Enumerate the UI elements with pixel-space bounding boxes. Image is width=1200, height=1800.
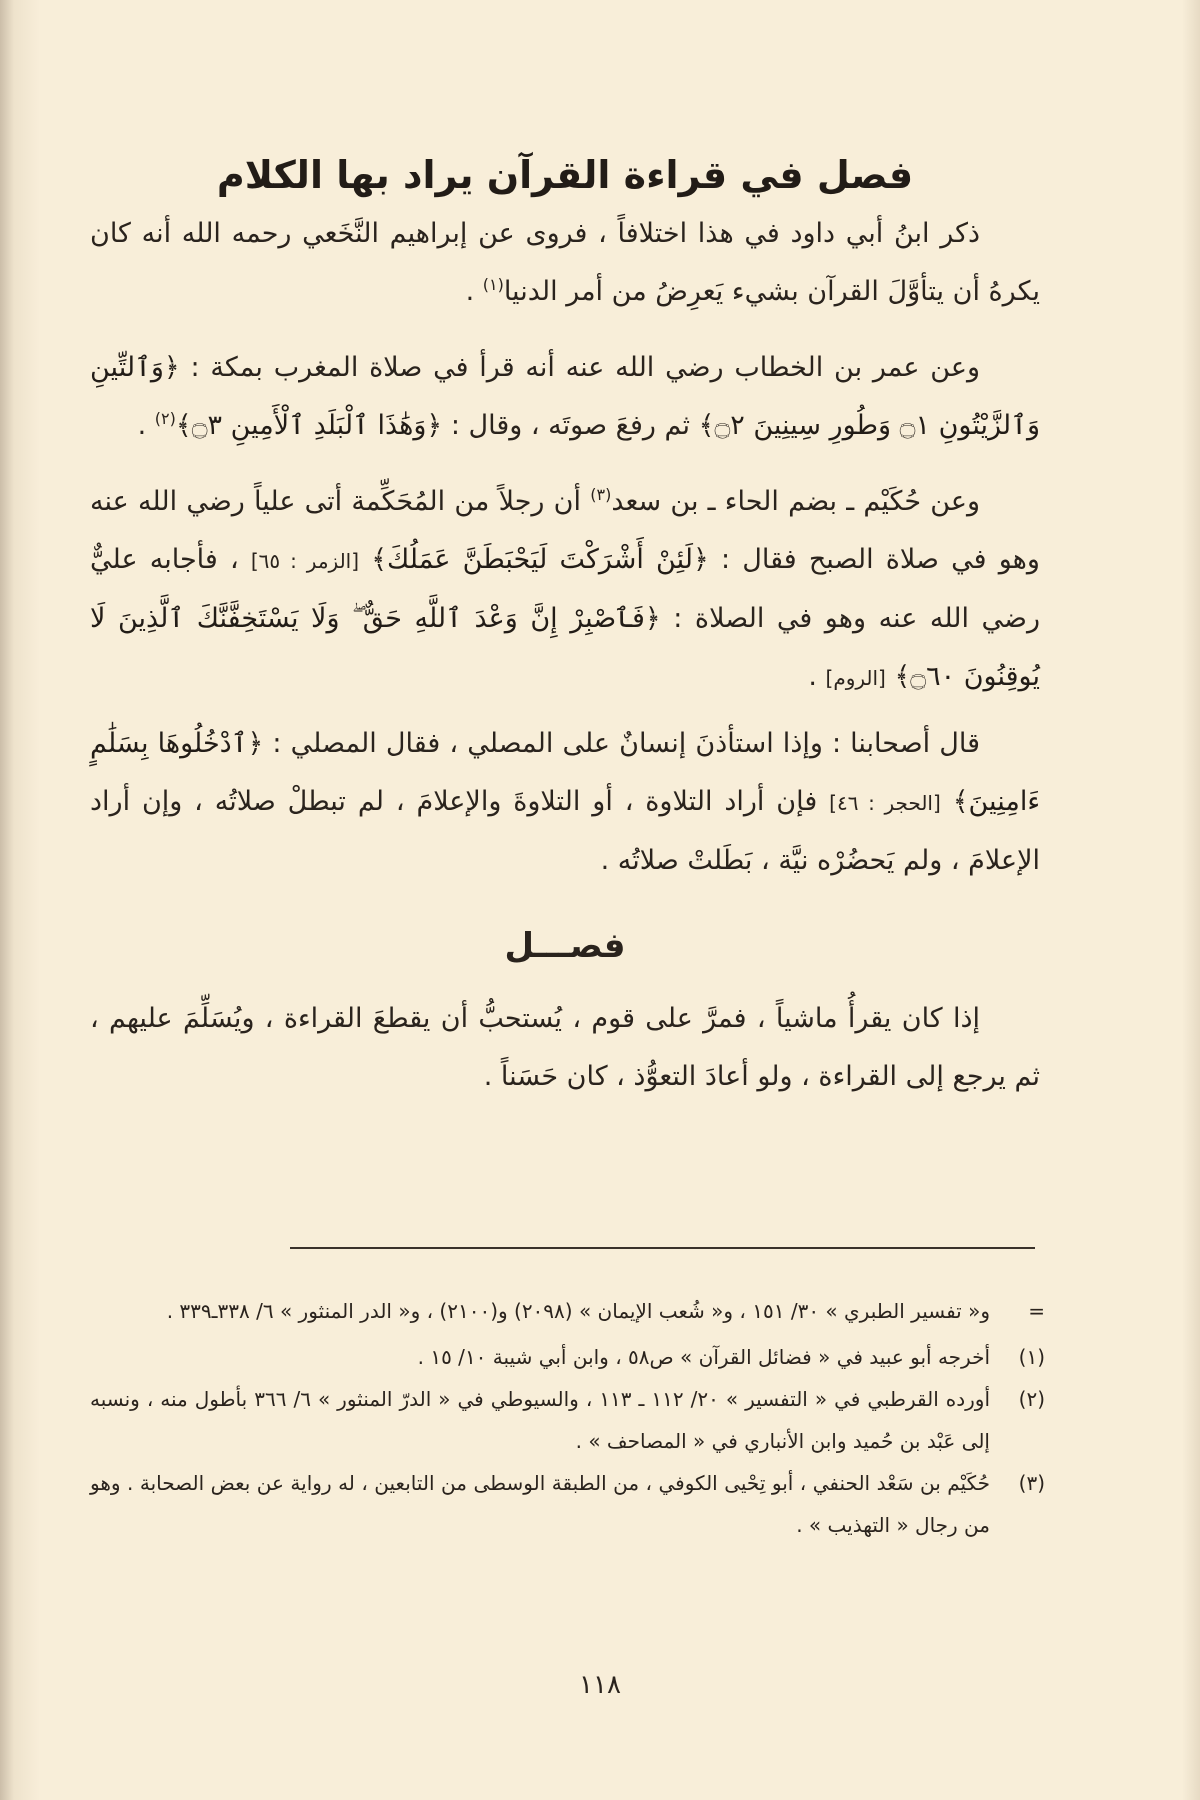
quran-verse: ﴿فَٱصْبِرْ إِنَّ وَعْدَ ٱللَّهِ حَقٌّ ۖ وَلَا يَسْتَخِفَّنَّكَ ٱلَّذِينَ لَا يُوقِنُونَ ۝٦٠﴾ — [90, 603, 1040, 692]
paragraph-2 — [90, 339, 1040, 455]
paragraph-tail: . — [137, 410, 155, 441]
paragraph-5 — [90, 990, 1040, 1106]
paragraph-text: ثم رفعَ صوتَه ، وقال : — [450, 410, 691, 441]
surah-reference: [الحجر : ٤٦] — [829, 791, 941, 815]
footnote-separator — [290, 1247, 1035, 1249]
chapter-title: فصل في قراءة القرآن يراد بها الكلام — [216, 153, 914, 198]
paragraph-text: فإن أراد التلاوة ، أو التلاوةَ والإعلامَ ، لم تبطلْ صلاتُه ، وإن أراد الإعلامَ ، ولم يَحضُرْه نيَّة ، بَطَلتْ صلاتُه . — [90, 786, 1040, 876]
footnote-text: و« تفسير الطبري » ٣٠/ ١٥١ ، و« شُعب الإيمان » (٢٠٩٨) و(٢١٠٠) ، و« الدر المنثور » ٦/ ٣٣٨ـ٣٣٩ . — [166, 1299, 990, 1323]
footnote-marker: (١) — [1018, 1345, 1045, 1369]
footnote-ref-2[interactable]: (٢) — [154, 409, 176, 428]
main-text — [90, 205, 1040, 1106]
page-number: ١١٨ — [579, 1670, 621, 1700]
quran-verse: ﴿ٱدْخُلُوهَا بِسَلَٰمٍ ءَامِنِينَ﴾ — [90, 728, 1041, 817]
paragraph-1 — [90, 205, 1040, 321]
footnote-ref-1[interactable]: (١) — [482, 275, 504, 294]
footnote-marker: = — [1028, 1299, 1045, 1323]
footnote-2 — [90, 1378, 1045, 1462]
footnote-text: أورده القرطبي في « التفسير » ٢٠/ ١١٢ ـ ١١٣ ، والسيوطي في « الدرّ المنثور » ٦/ ٣٦٦ بأطول منه ، ونسبه إلى عَبْد بن حُميد وابن الأنباري في « المصاحف » . — [90, 1387, 991, 1453]
paragraph-3 — [90, 473, 1040, 707]
quran-verse: ﴿وَٱلتِّينِ وَٱلزَّيْتُونِ ۝١ وَطُورِ سِينِينَ ۝٢﴾ — [90, 352, 1040, 441]
paragraph-tail: . — [808, 661, 826, 692]
footnotes — [90, 1290, 1045, 1546]
surah-reference: [الروم] — [825, 666, 886, 690]
footnote-marker: (٣) — [1018, 1471, 1045, 1495]
paragraph-text: أن رجلاً من المُحَكِّمة أتى علياً رضي الله عنه وهو في صلاة الصبح فقال : — [90, 486, 1040, 575]
paragraph-text: وعن عمر بن الخطاب رضي الله عنه أنه قرأ في صلاة المغرب بمكة : — [190, 352, 980, 383]
surah-reference: [الزمر : ٦٥] — [250, 549, 360, 573]
section-title: فصـــل — [504, 926, 626, 966]
paragraph-text: ، فأجابه عليٌّ رضي الله عنه وهو في الصلاة : — [90, 544, 1040, 634]
footnote-text: أخرجه أبو عبيد في « فضائل القرآن » ص٥٨ ، وابن أبي شيبة ١٠/ ١٥ . — [417, 1345, 990, 1369]
footnote-marker: (٢) — [1018, 1387, 1045, 1411]
paragraph-tail: . — [465, 276, 483, 307]
paragraph-text: قال أصحابنا : وإذا استأذنَ إنسانٌ على المصلي ، فقال المصلي : — [272, 728, 980, 759]
footnote-ref-3[interactable]: (٣) — [590, 485, 612, 504]
footnote-continuation — [90, 1290, 1045, 1332]
footnote-3 — [90, 1462, 1045, 1546]
quran-verse: ﴿وَهَٰذَا ٱلْبَلَدِ ٱلْأَمِينِ ۝٣﴾ — [175, 410, 443, 441]
paragraph-text: وعن حُكَيْم ـ بضم الحاء ـ بن سعد — [611, 486, 980, 517]
footnote-1 — [90, 1336, 1045, 1378]
paragraph-4 — [90, 715, 1040, 890]
quran-verse: ﴿لَئِنْ أَشْرَكْتَ لَيَحْبَطَنَّ عَمَلُكَ﴾ — [371, 544, 709, 575]
paragraph-text: إذا كان يقرأُ ماشياً ، فمرَّ على قوم ، يُستحبُّ أن يقطعَ القراءة ، ويُسَلِّمَ عليهم ، ثم يرجع إلى القراءة ، ولو أعادَ التعوُّذ ، كان حَسَناً . — [90, 1003, 1040, 1092]
paragraph-text: ذكر ابنُ أبي داود في هذا اختلافاً ، فروى عن إبراهيم النَّخَعي رحمه الله أنه كان يكرهُ أن يتأوَّلَ القرآن بشيء يَعرِضُ من أمر الدنيا — [90, 218, 1040, 307]
footnote-text: حُكَيْم بن سَعْد الحنفي ، أبو تِحْيى الكوفي ، من الطبقة الوسطى من التابعين ، له رواية عن بعض الصحابة . وهو من رجال « التهذيب » . — [90, 1471, 990, 1537]
